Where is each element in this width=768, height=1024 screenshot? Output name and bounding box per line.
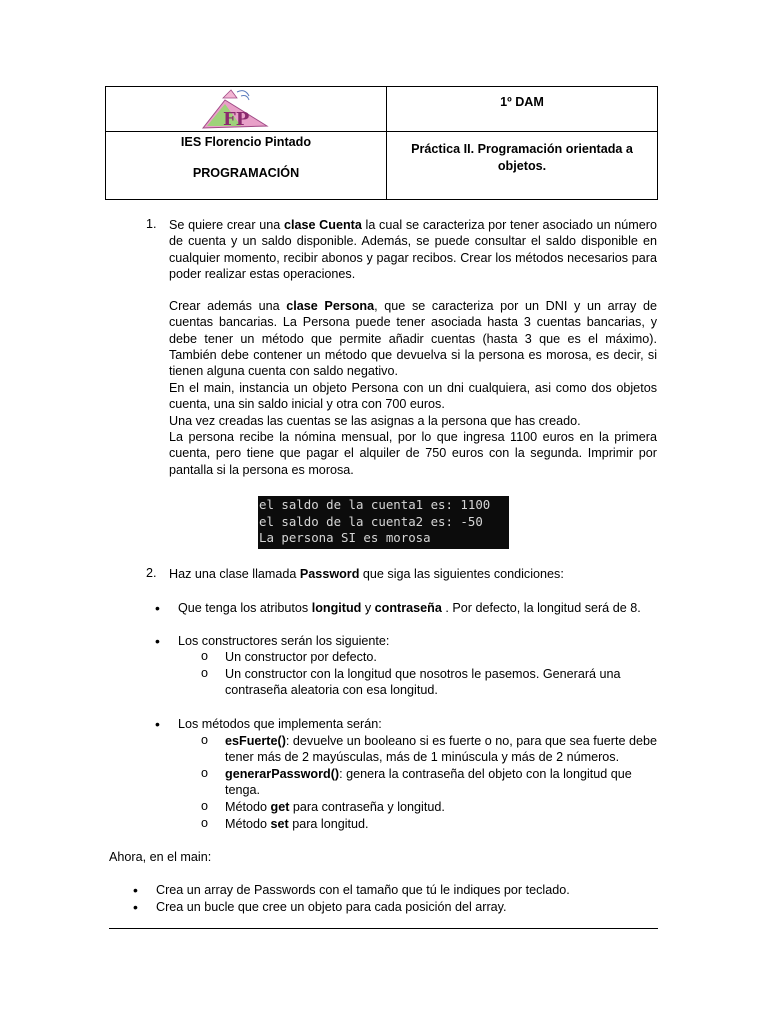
circle-bullet-icon: o [201, 733, 209, 747]
method-esfuerte: esFuerte(): devuelve un booleano si es fuerte o no, para que sea fuerte debe tener más de 2 mayúsculas, más de 1 minúscula y más de 2 números. [225, 734, 657, 765]
console-line: el saldo de la cuenta2 es: -50 [259, 513, 483, 529]
console-line: el saldo de la cuenta1 es: 1100 [259, 497, 491, 512]
attributes-item: Que tenga los atributos longitud y contraseña . Por defecto, la longitud será de 8. [178, 601, 641, 615]
exercise-1-paragraph-3: En el main, instancia un objeto Persona con un dni cualquiera, asi como dos objetos cuenta, una sin saldo inicial y otra con 700 euros. [169, 381, 657, 412]
bullet-icon: • [133, 899, 138, 915]
method-get: Método get para contraseña y longitud. [225, 800, 445, 814]
exercise-1-paragraph-5: La persona recibe la nómina mensual, por lo que ingresa 1100 euros en la primera cuenta, pero tiene que pagar el alquiler de 750 euros con la segunda. Imprimir por pantalla si la persona es morosa. [169, 430, 657, 477]
method-set: Método set para longitud. [225, 817, 369, 831]
school-logo [201, 88, 269, 130]
exercise-1-number: 1. [146, 217, 157, 231]
circle-bullet-icon: o [201, 666, 209, 680]
exercise-2-intro: Haz una clase llamada Password que siga las siguientes condiciones: [169, 567, 564, 581]
bullet-icon: • [133, 882, 138, 898]
console-line: La persona SI es morosa [259, 530, 431, 545]
circle-bullet-icon: o [201, 766, 209, 780]
constructor-2: Un constructor con la longitud que nosotros le pasemos. Generará una contraseña aleatoria con esa longitud. [225, 667, 621, 698]
exercise-2-number: 2. [146, 566, 157, 580]
main-item-1: Crea un array de Passwords con el tamaño que tú le indiques por teclado. [156, 883, 570, 897]
school-name: IES Florencio Pintado [180, 135, 312, 149]
exercise-1-paragraph-1: Se quiere crear una clase Cuenta la cual se caracteriza por tener asociado un número de cuenta y un saldo disponible. Además, se puede consultar el saldo disponible en cualquier momento, recibir abonos y pagar recibos. Crear los métodos necesarios para poder realizar estas operaciones. [169, 218, 657, 281]
main-item-2: Crea un bucle que cree un objeto para cada posición del array. [156, 900, 507, 914]
constructors-item: Los constructores serán los siguiente: [178, 634, 390, 648]
svg-text:FP: FP [223, 109, 250, 130]
bottom-divider [109, 928, 658, 929]
methods-item: Los métodos que implementa serán: [178, 717, 382, 731]
console-output [258, 496, 509, 549]
subject-name: PROGRAMACIÓN [192, 166, 300, 180]
course-label: 1º DAM [500, 95, 544, 109]
circle-bullet-icon: o [201, 799, 209, 813]
circle-bullet-icon: o [201, 816, 209, 830]
main-intro: Ahora, en el main: [109, 850, 212, 864]
constructor-1: Un constructor por defecto. [225, 650, 377, 664]
circle-bullet-icon: o [201, 649, 209, 663]
school-cell [106, 132, 386, 199]
bullet-icon: • [155, 633, 160, 649]
logo-cell [106, 87, 386, 131]
header-table [105, 86, 658, 200]
exercise-1-paragraph-4: Una vez creadas las cuentas se las asignas a la persona que has creado. [169, 414, 581, 428]
method-generarpassword: generarPassword(): genera la contraseña del objeto con la longitud que tenga. [225, 767, 632, 798]
exercise-1-paragraph-2: Crear además una clase Persona, que se caracteriza por un DNI y un array de cuentas bancarias. La Persona puede tener asociada hasta 3 cuentas bancarias, y debe tener un método que permite añadir cuentas (hasta 3 que es el máximo). También debe contener un método que devuelva si la persona es morosa, es decir, si tienen alguna cuenta con saldo negativo. [169, 299, 657, 379]
bullet-icon: • [155, 600, 160, 616]
practice-title: Práctica II. Programación orientada a objetos. [411, 142, 633, 173]
bullet-icon: • [155, 716, 160, 732]
